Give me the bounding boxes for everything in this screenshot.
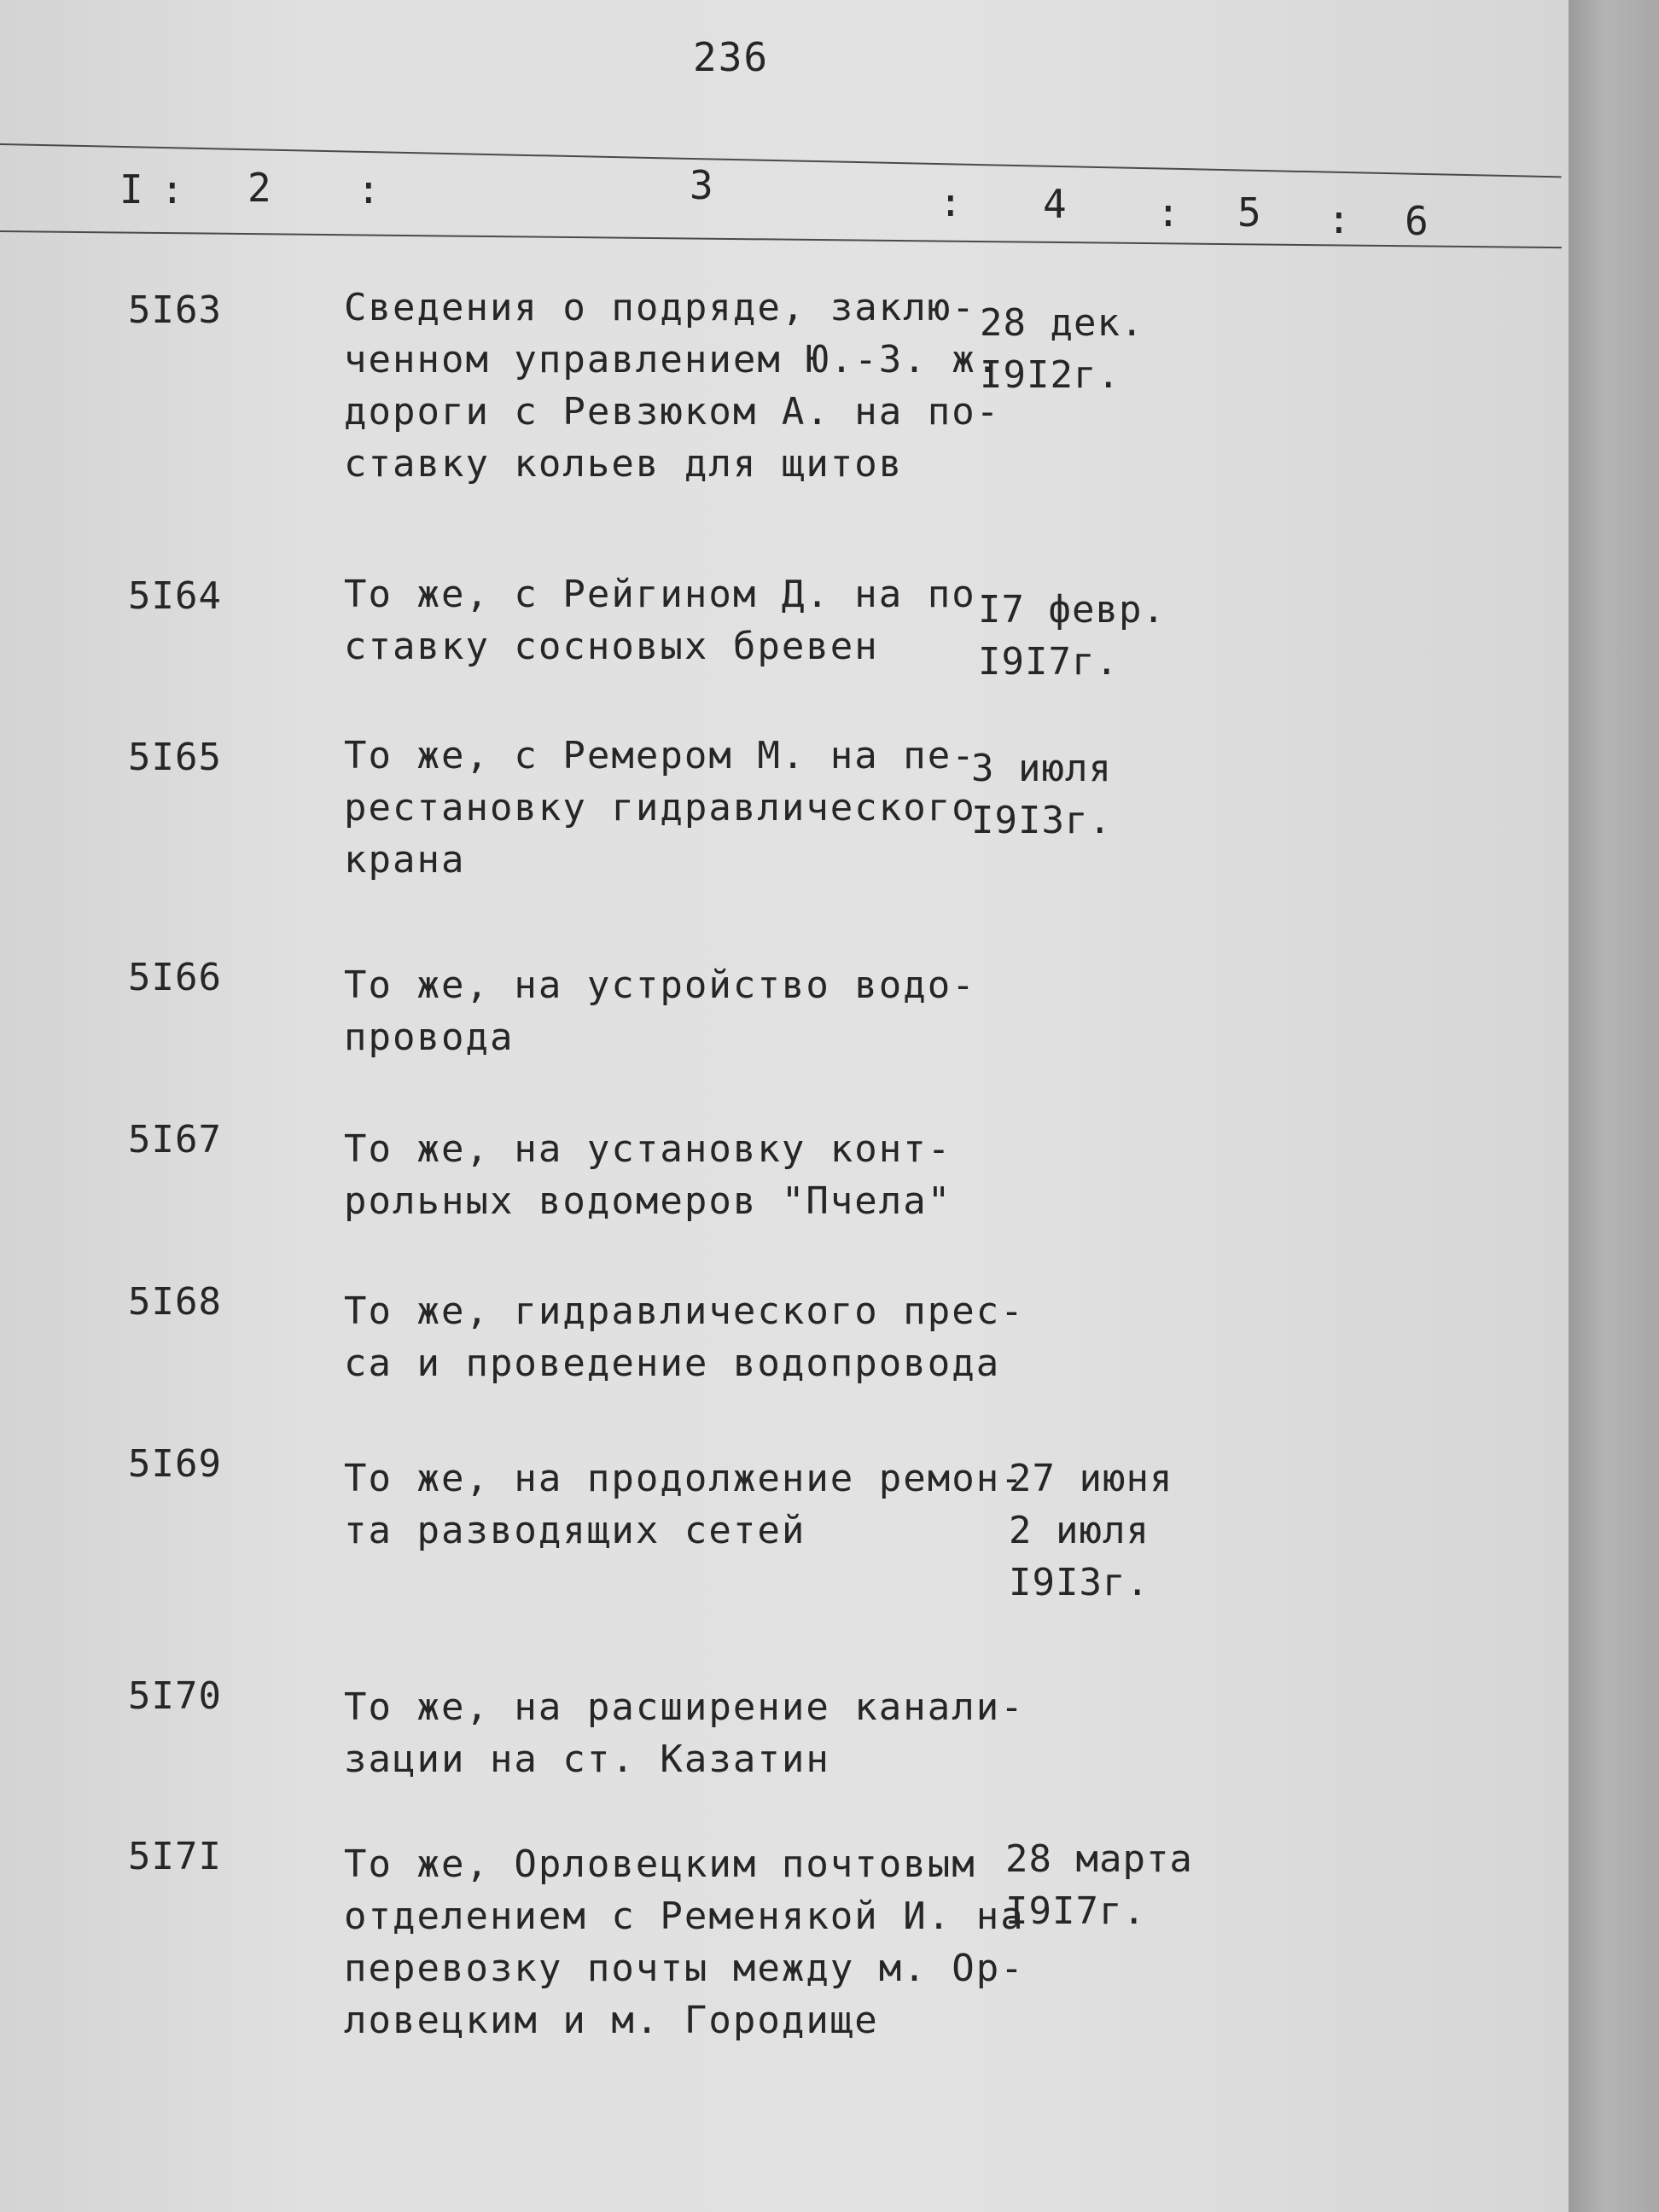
entry-number: 5I65 [128,736,222,779]
entry-number: 5I66 [128,956,222,999]
column-header-4: 4 [1043,181,1067,227]
entry-date: 27 июня 2 июля I9I3г. [1009,1457,1173,1604]
column-separator: : [160,166,184,212]
page-number: 236 [693,34,770,80]
column-separator: : [1156,189,1180,236]
column-header-2: 2 [247,165,271,211]
book-spine-edge [1569,0,1659,2212]
entry-date: 28 марта I9I7г. [1005,1837,1193,1933]
entry-number: 5I67 [128,1118,222,1161]
entry-description: То же, с Ремером М. на пе- рестановку гидравлического крана [344,734,976,882]
entry-description: То же, на расширение канали- зации на ст. Казатин [344,1685,1025,1781]
entry-date: I7 февр. I9I7г. [978,588,1166,684]
entry-description: То же, Орловецким почтовым отделением с Ременякой И. на перевозку почты между м. Ор- ловецким и м. Городище [344,1842,1025,2042]
entry-description: То же, на устройство водо- провода [344,963,976,1059]
entry-date: 3 июля I9I3г. [971,747,1112,842]
entry-description: То же, гидравлического прес- са и проведение водопровода [344,1289,1025,1385]
header-rule-top [0,143,1562,178]
entry-number: 5I63 [128,288,222,332]
column-header-3: 3 [690,162,713,208]
entry-number: 5I7I [128,1835,222,1878]
entry-number: 5I69 [128,1442,222,1486]
column-separator: : [357,166,381,212]
column-header-1: I [119,166,143,212]
column-header-5: 5 [1237,189,1261,236]
entry-description: То же, на продолжение ремон- та разводящих сетей [344,1457,1025,1552]
entry-number: 5I70 [128,1674,222,1718]
entry-description: То же, на установку конт- рольных водомеров "Пчела" [344,1127,952,1223]
column-separator: : [939,179,963,225]
entry-number: 5I68 [128,1280,222,1324]
column-header-6: 6 [1405,198,1429,244]
entry-date: 28 дек. I9I2г. [980,301,1144,397]
entry-description: Сведения о подряде, заклю- ченном управлением Ю.-З. ж. дороги с Ревзюком А. на по- ставку кольев для щитов [344,286,1001,486]
entry-number: 5I64 [128,574,222,618]
entry-description: То же, с Рейгином Д. на по- ставку сосновых бревен [344,573,1001,668]
column-separator: : [1327,196,1351,242]
